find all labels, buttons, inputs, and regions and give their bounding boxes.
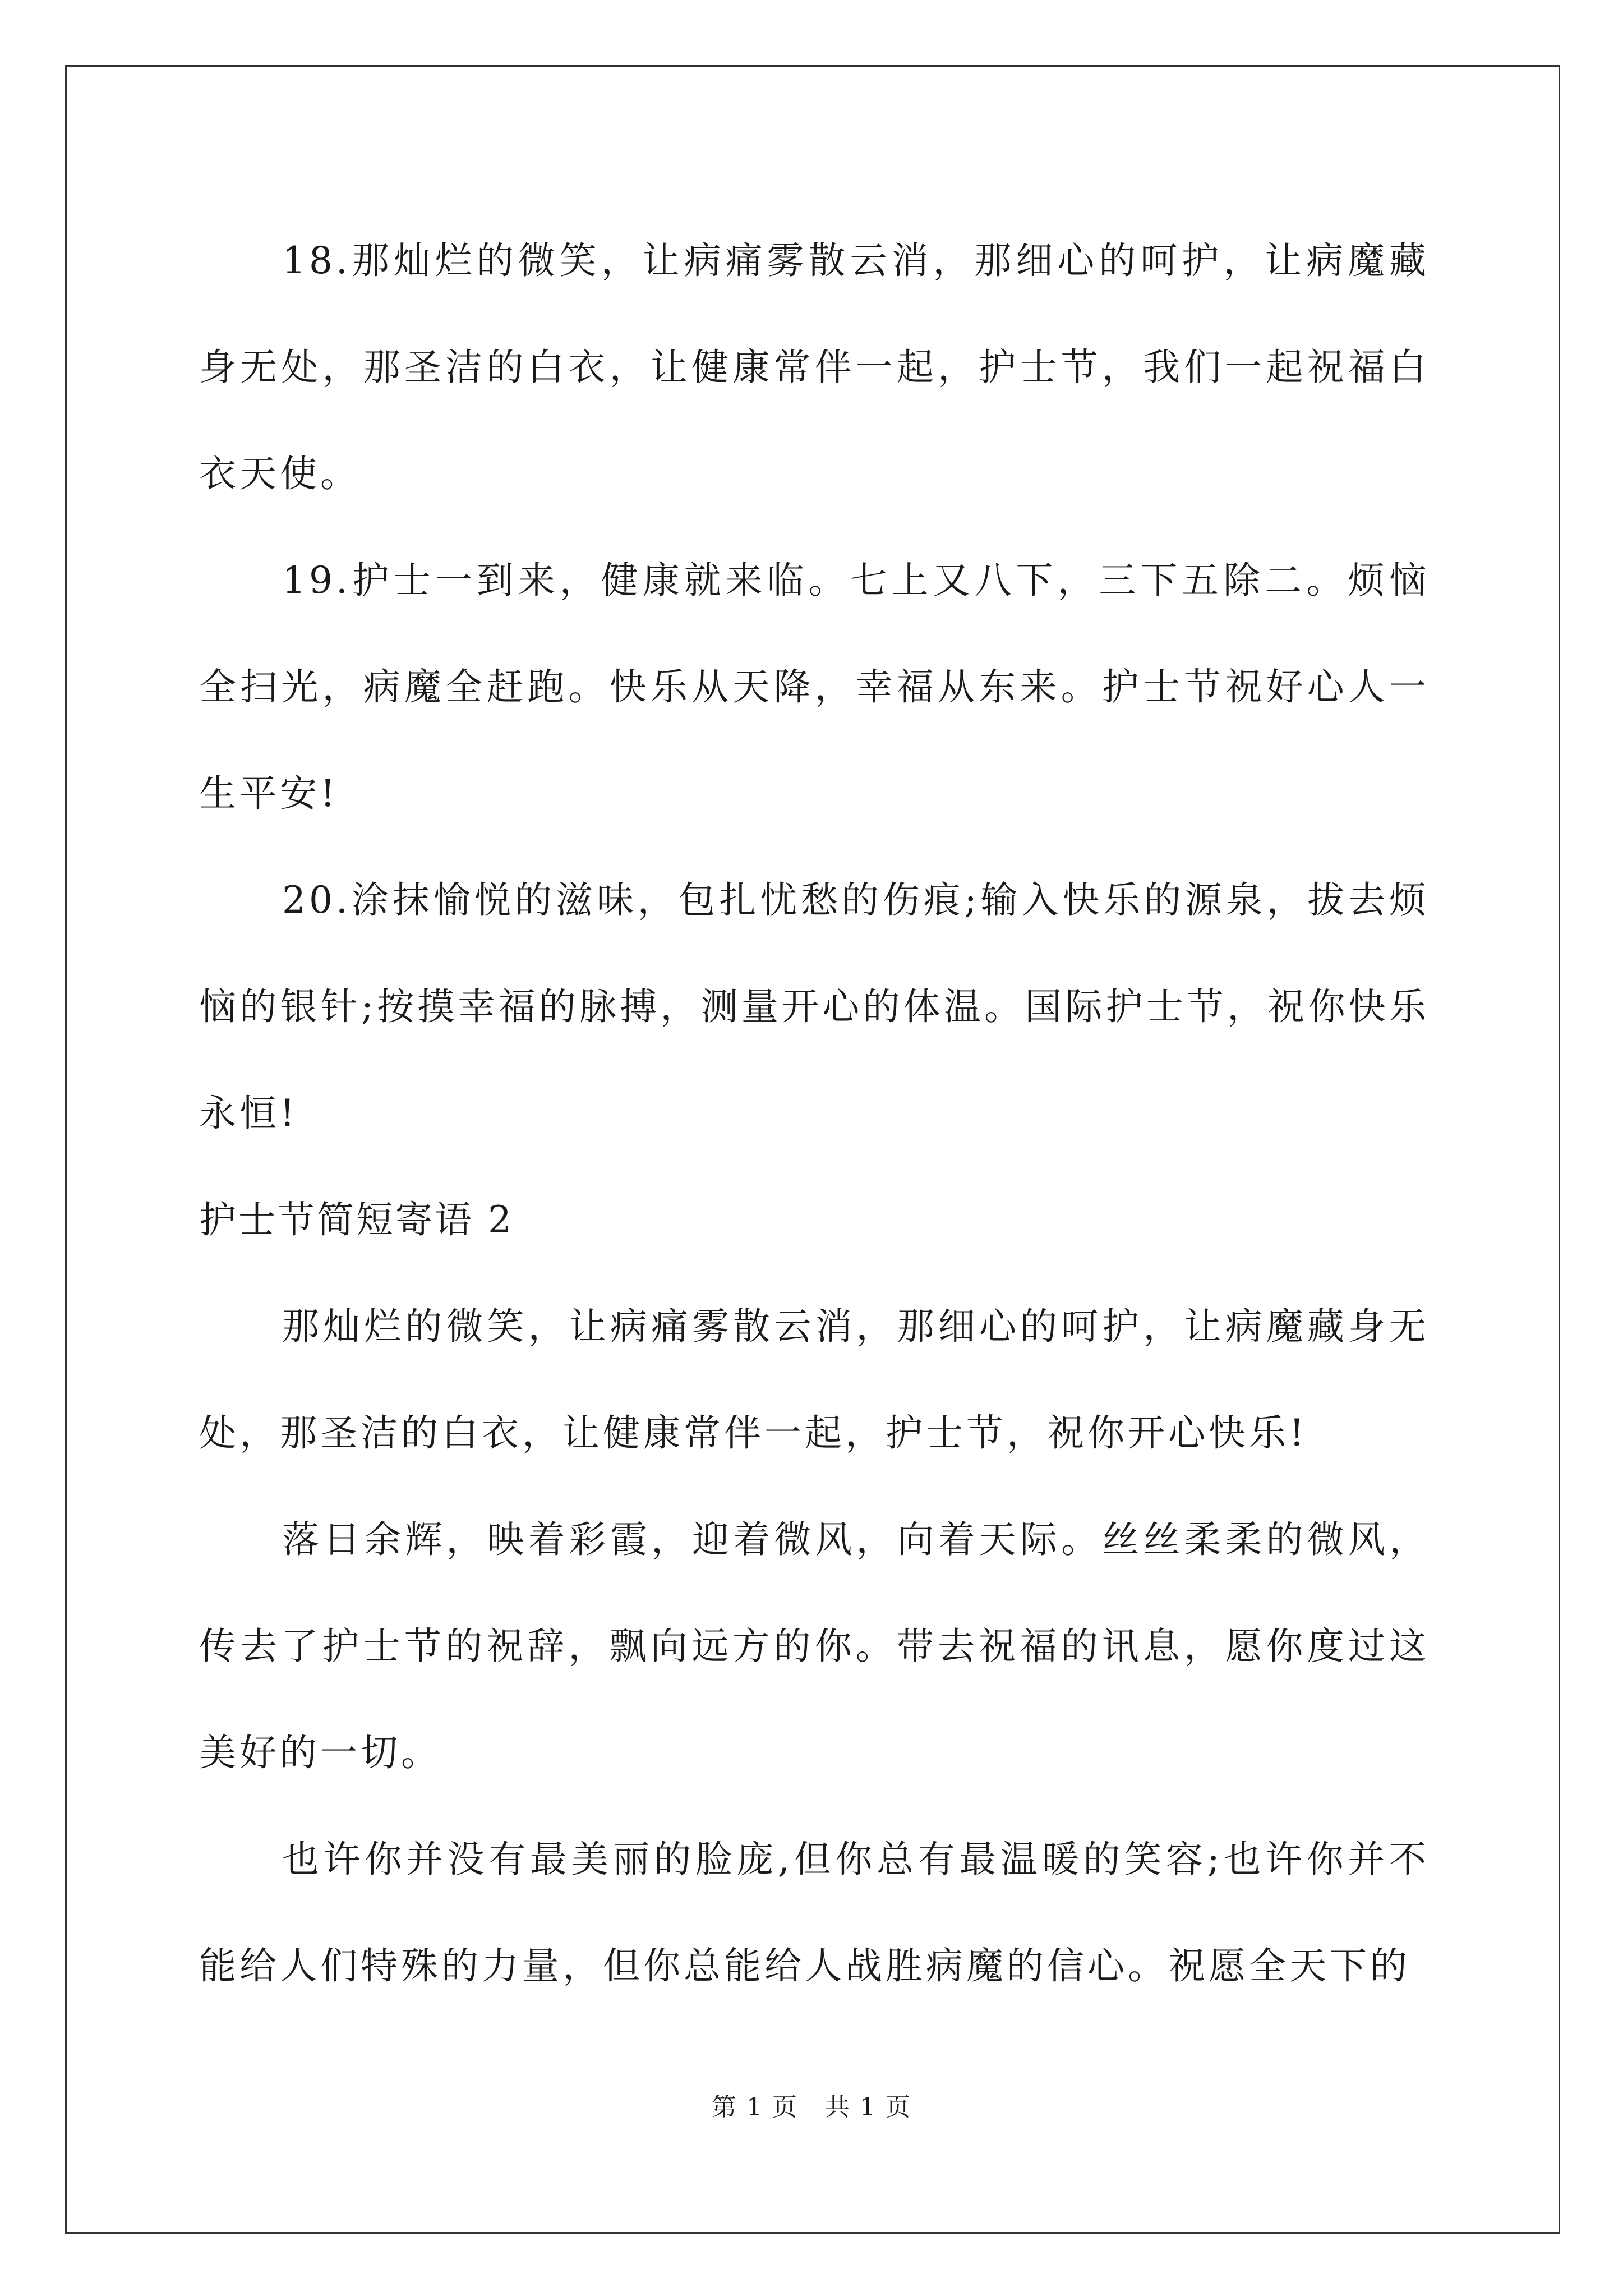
paragraph: 那灿烂的微笑，让病痛雾散云消，那细心的呵护，让病魔藏身无处，那圣洁的白衣，让健康常伴一起，护士节，祝你开心快乐! <box>199 1305 1430 1455</box>
page-footer <box>0 2087 1623 2123</box>
section-heading: 护士节简短寄语 2 <box>199 1198 514 1241</box>
paragraph-19: 19.护士一到来，健康就来临。七上又八下，三下五除二。烦恼全扫光，病魔全赶跑。快乐从天降，幸福从东来。护士节祝好心人一生平安! <box>199 559 1430 815</box>
paragraph: 落日余辉，映着彩霞，迎着微风，向着天际。丝丝柔柔的微风，传去了护士节的祝辞，飘向远方的你。带去祝福的讯息，愿你度过这美好的一切。 <box>199 1518 1430 1774</box>
page-number: 第 1 页 <box>712 2093 798 2122</box>
paragraph: 也许你并没有最美丽的脸庞,但你总有最温暖的笑容;也许你并不能给人们特殊的力量，但你总能给人战胜病魔的信心。祝愿全天下的 <box>199 1838 1430 1987</box>
document-body <box>199 208 1430 2019</box>
page-total: 共 1 页 <box>825 2093 911 2122</box>
paragraph-18: 18.那灿烂的微笑，让病痛雾散云消，那细心的呵护，让病魔藏身无处，那圣洁的白衣，让健康常伴一起，护士节，我们一起祝福白衣天使。 <box>199 239 1430 495</box>
paragraph-20: 20.涂抹愉悦的滋味，包扎忧愁的伤痕;输入快乐的源泉，拔去烦恼的银针;按摸幸福的脉搏，测量开心的体温。国际护士节，祝你快乐永恒! <box>199 878 1430 1135</box>
